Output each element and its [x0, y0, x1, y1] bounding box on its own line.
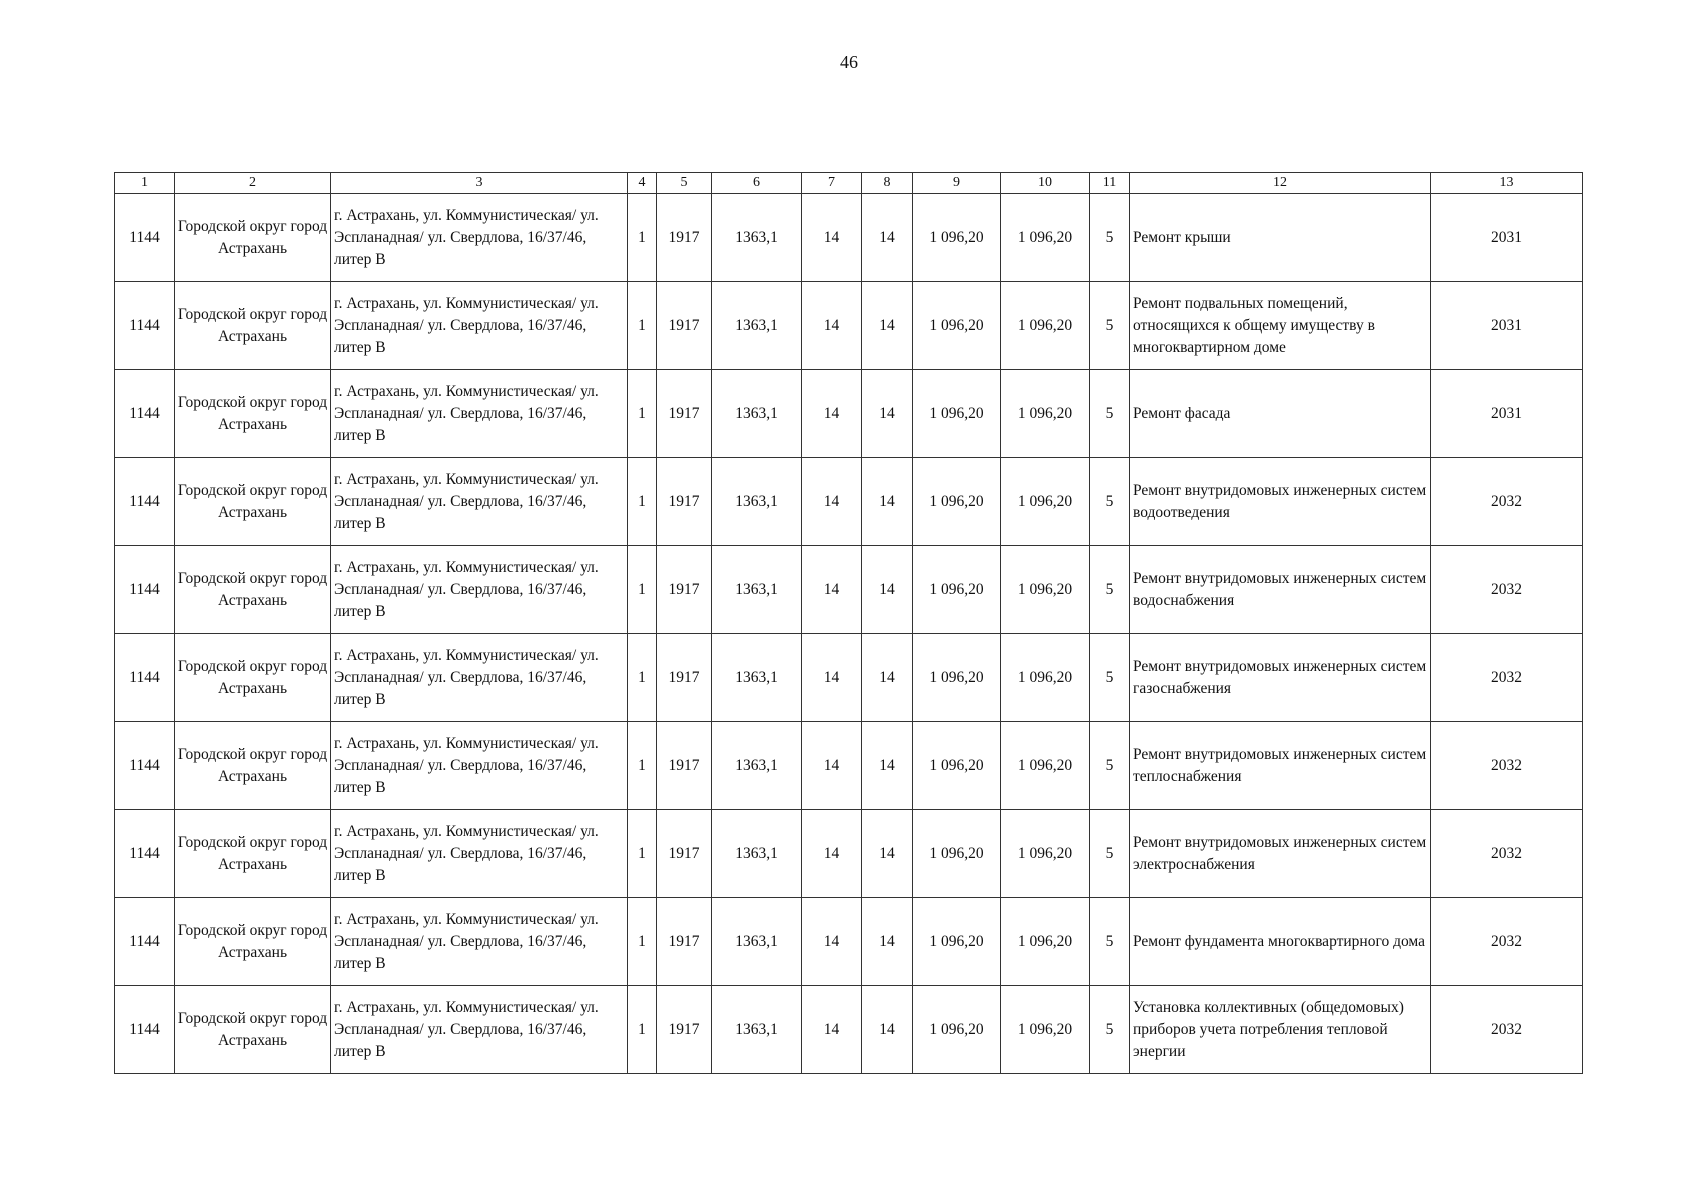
year-cell: 1917 — [657, 282, 712, 370]
column-11-cell: 5 — [1090, 282, 1130, 370]
table-row — [115, 546, 1583, 634]
area-cell: 1363,1 — [712, 810, 802, 898]
planned-year-cell: 2032 — [1431, 458, 1583, 546]
work-type-cell: Ремонт внутридомовых инженерных систем теплоснабжения — [1130, 722, 1431, 810]
column-4-cell: 1 — [628, 458, 657, 546]
column-8-cell: 14 — [862, 370, 913, 458]
column-11-cell: 5 — [1090, 810, 1130, 898]
year-cell: 1917 — [657, 634, 712, 722]
row-number-cell: 1144 — [115, 282, 175, 370]
municipality-cell: Городской округ город Астрахань — [175, 458, 331, 546]
column-11-cell: 5 — [1090, 370, 1130, 458]
column-8-cell: 14 — [862, 282, 913, 370]
municipality-cell: Городской округ город Астрахань — [175, 898, 331, 986]
column-11-cell: 5 — [1090, 722, 1130, 810]
address-cell: г. Астрахань, ул. Коммунистическая/ ул. Эспланадная/ ул. Свердлова, 16/37/46, литер В — [331, 810, 628, 898]
planned-year-cell: 2032 — [1431, 546, 1583, 634]
column-7-cell: 14 — [802, 458, 862, 546]
column-4-cell: 1 — [628, 722, 657, 810]
area-cell: 1363,1 — [712, 722, 802, 810]
column-10-cell: 1 096,20 — [1001, 810, 1090, 898]
column-4-cell: 1 — [628, 986, 657, 1074]
column-4-cell: 1 — [628, 810, 657, 898]
column-10-cell: 1 096,20 — [1001, 458, 1090, 546]
column-4-cell: 1 — [628, 634, 657, 722]
column-9-cell: 1 096,20 — [913, 986, 1001, 1074]
row-number-cell: 1144 — [115, 546, 175, 634]
column-7-cell: 14 — [802, 986, 862, 1074]
column-header: 2 — [175, 173, 331, 194]
column-7-cell: 14 — [802, 898, 862, 986]
table-row — [115, 722, 1583, 810]
planned-year-cell: 2031 — [1431, 370, 1583, 458]
row-number-cell: 1144 — [115, 194, 175, 282]
work-type-cell: Ремонт крыши — [1130, 194, 1431, 282]
table-body — [115, 194, 1583, 1074]
year-cell: 1917 — [657, 810, 712, 898]
row-number-cell: 1144 — [115, 986, 175, 1074]
column-10-cell: 1 096,20 — [1001, 898, 1090, 986]
column-11-cell: 5 — [1090, 986, 1130, 1074]
year-cell: 1917 — [657, 370, 712, 458]
planned-year-cell: 2032 — [1431, 810, 1583, 898]
planned-year-cell: 2031 — [1431, 282, 1583, 370]
column-8-cell: 14 — [862, 810, 913, 898]
work-type-cell: Ремонт внутридомовых инженерных систем водоснабжения — [1130, 546, 1431, 634]
address-cell: г. Астрахань, ул. Коммунистическая/ ул. Эспланадная/ ул. Свердлова, 16/37/46, литер В — [331, 898, 628, 986]
planned-year-cell: 2032 — [1431, 722, 1583, 810]
work-type-cell: Ремонт внутридомовых инженерных систем газоснабжения — [1130, 634, 1431, 722]
row-number-cell: 1144 — [115, 634, 175, 722]
column-10-cell: 1 096,20 — [1001, 986, 1090, 1074]
column-4-cell: 1 — [628, 194, 657, 282]
column-9-cell: 1 096,20 — [913, 634, 1001, 722]
area-cell: 1363,1 — [712, 282, 802, 370]
table-row — [115, 634, 1583, 722]
area-cell: 1363,1 — [712, 370, 802, 458]
area-cell: 1363,1 — [712, 546, 802, 634]
work-type-cell: Установка коллективных (общедомовых) приборов учета потребления тепловой энергии — [1130, 986, 1431, 1074]
address-cell: г. Астрахань, ул. Коммунистическая/ ул. Эспланадная/ ул. Свердлова, 16/37/46, литер В — [331, 370, 628, 458]
column-4-cell: 1 — [628, 898, 657, 986]
column-7-cell: 14 — [802, 282, 862, 370]
column-7-cell: 14 — [802, 546, 862, 634]
column-header: 13 — [1431, 173, 1583, 194]
municipality-cell: Городской округ город Астрахань — [175, 282, 331, 370]
table-row — [115, 810, 1583, 898]
address-cell: г. Астрахань, ул. Коммунистическая/ ул. Эспланадная/ ул. Свердлова, 16/37/46, литер В — [331, 634, 628, 722]
column-9-cell: 1 096,20 — [913, 458, 1001, 546]
work-type-cell: Ремонт фасада — [1130, 370, 1431, 458]
year-cell: 1917 — [657, 898, 712, 986]
column-header: 7 — [802, 173, 862, 194]
column-10-cell: 1 096,20 — [1001, 282, 1090, 370]
table-row — [115, 194, 1583, 282]
table-row — [115, 282, 1583, 370]
column-header: 11 — [1090, 173, 1130, 194]
column-7-cell: 14 — [802, 370, 862, 458]
work-type-cell: Ремонт внутридомовых инженерных систем водоотведения — [1130, 458, 1431, 546]
table-row — [115, 370, 1583, 458]
row-number-cell: 1144 — [115, 370, 175, 458]
column-8-cell: 14 — [862, 986, 913, 1074]
area-cell: 1363,1 — [712, 634, 802, 722]
planned-year-cell: 2032 — [1431, 986, 1583, 1074]
planned-year-cell: 2031 — [1431, 194, 1583, 282]
column-10-cell: 1 096,20 — [1001, 546, 1090, 634]
column-9-cell: 1 096,20 — [913, 810, 1001, 898]
column-8-cell: 14 — [862, 722, 913, 810]
column-4-cell: 1 — [628, 370, 657, 458]
address-cell: г. Астрахань, ул. Коммунистическая/ ул. Эспланадная/ ул. Свердлова, 16/37/46, литер В — [331, 546, 628, 634]
column-11-cell: 5 — [1090, 194, 1130, 282]
work-type-cell: Ремонт подвальных помещений, относящихся к общему имуществу в многоквартирном доме — [1130, 282, 1431, 370]
municipality-cell: Городской округ город Астрахань — [175, 986, 331, 1074]
column-header: 12 — [1130, 173, 1431, 194]
municipality-cell: Городской округ город Астрахань — [175, 370, 331, 458]
municipality-cell: Городской округ город Астрахань — [175, 722, 331, 810]
address-cell: г. Астрахань, ул. Коммунистическая/ ул. Эспланадная/ ул. Свердлова, 16/37/46, литер В — [331, 986, 628, 1074]
table-row — [115, 986, 1583, 1074]
column-8-cell: 14 — [862, 194, 913, 282]
year-cell: 1917 — [657, 546, 712, 634]
column-4-cell: 1 — [628, 282, 657, 370]
year-cell: 1917 — [657, 194, 712, 282]
column-9-cell: 1 096,20 — [913, 370, 1001, 458]
table-row — [115, 458, 1583, 546]
column-header: 10 — [1001, 173, 1090, 194]
column-header: 5 — [657, 173, 712, 194]
column-header: 1 — [115, 173, 175, 194]
column-8-cell: 14 — [862, 634, 913, 722]
row-number-cell: 1144 — [115, 810, 175, 898]
column-11-cell: 5 — [1090, 546, 1130, 634]
column-4-cell: 1 — [628, 546, 657, 634]
column-7-cell: 14 — [802, 810, 862, 898]
column-9-cell: 1 096,20 — [913, 546, 1001, 634]
address-cell: г. Астрахань, ул. Коммунистическая/ ул. Эспланадная/ ул. Свердлова, 16/37/46, литер В — [331, 722, 628, 810]
column-header: 8 — [862, 173, 913, 194]
column-header: 6 — [712, 173, 802, 194]
municipality-cell: Городской округ город Астрахань — [175, 194, 331, 282]
row-number-cell: 1144 — [115, 458, 175, 546]
address-cell: г. Астрахань, ул. Коммунистическая/ ул. Эспланадная/ ул. Свердлова, 16/37/46, литер В — [331, 458, 628, 546]
work-type-cell: Ремонт фундамента многоквартирного дома — [1130, 898, 1431, 986]
column-9-cell: 1 096,20 — [913, 282, 1001, 370]
column-11-cell: 5 — [1090, 898, 1130, 986]
area-cell: 1363,1 — [712, 986, 802, 1074]
column-10-cell: 1 096,20 — [1001, 634, 1090, 722]
municipality-cell: Городской округ город Астрахань — [175, 634, 331, 722]
column-9-cell: 1 096,20 — [913, 722, 1001, 810]
capital-repair-table — [114, 172, 1583, 1074]
work-type-cell: Ремонт внутридомовых инженерных систем электроснабжения — [1130, 810, 1431, 898]
column-header: 4 — [628, 173, 657, 194]
column-8-cell: 14 — [862, 458, 913, 546]
address-cell: г. Астрахань, ул. Коммунистическая/ ул. Эспланадная/ ул. Свердлова, 16/37/46, литер В — [331, 282, 628, 370]
column-8-cell: 14 — [862, 546, 913, 634]
column-10-cell: 1 096,20 — [1001, 370, 1090, 458]
area-cell: 1363,1 — [712, 458, 802, 546]
year-cell: 1917 — [657, 458, 712, 546]
column-7-cell: 14 — [802, 634, 862, 722]
municipality-cell: Городской округ город Астрахань — [175, 810, 331, 898]
table-row — [115, 898, 1583, 986]
column-7-cell: 14 — [802, 722, 862, 810]
year-cell: 1917 — [657, 722, 712, 810]
area-cell: 1363,1 — [712, 898, 802, 986]
municipality-cell: Городской округ город Астрахань — [175, 546, 331, 634]
planned-year-cell: 2032 — [1431, 898, 1583, 986]
column-10-cell: 1 096,20 — [1001, 194, 1090, 282]
column-11-cell: 5 — [1090, 458, 1130, 546]
row-number-cell: 1144 — [115, 898, 175, 986]
header-row — [115, 173, 1583, 194]
planned-year-cell: 2032 — [1431, 634, 1583, 722]
page-number: 46 — [840, 52, 858, 72]
area-cell: 1363,1 — [712, 194, 802, 282]
column-10-cell: 1 096,20 — [1001, 722, 1090, 810]
row-number-cell: 1144 — [115, 722, 175, 810]
column-11-cell: 5 — [1090, 634, 1130, 722]
column-9-cell: 1 096,20 — [913, 898, 1001, 986]
column-9-cell: 1 096,20 — [913, 194, 1001, 282]
column-8-cell: 14 — [862, 898, 913, 986]
column-7-cell: 14 — [802, 194, 862, 282]
column-header: 9 — [913, 173, 1001, 194]
address-cell: г. Астрахань, ул. Коммунистическая/ ул. Эспланадная/ ул. Свердлова, 16/37/46, литер В — [331, 194, 628, 282]
year-cell: 1917 — [657, 986, 712, 1074]
column-header: 3 — [331, 173, 628, 194]
